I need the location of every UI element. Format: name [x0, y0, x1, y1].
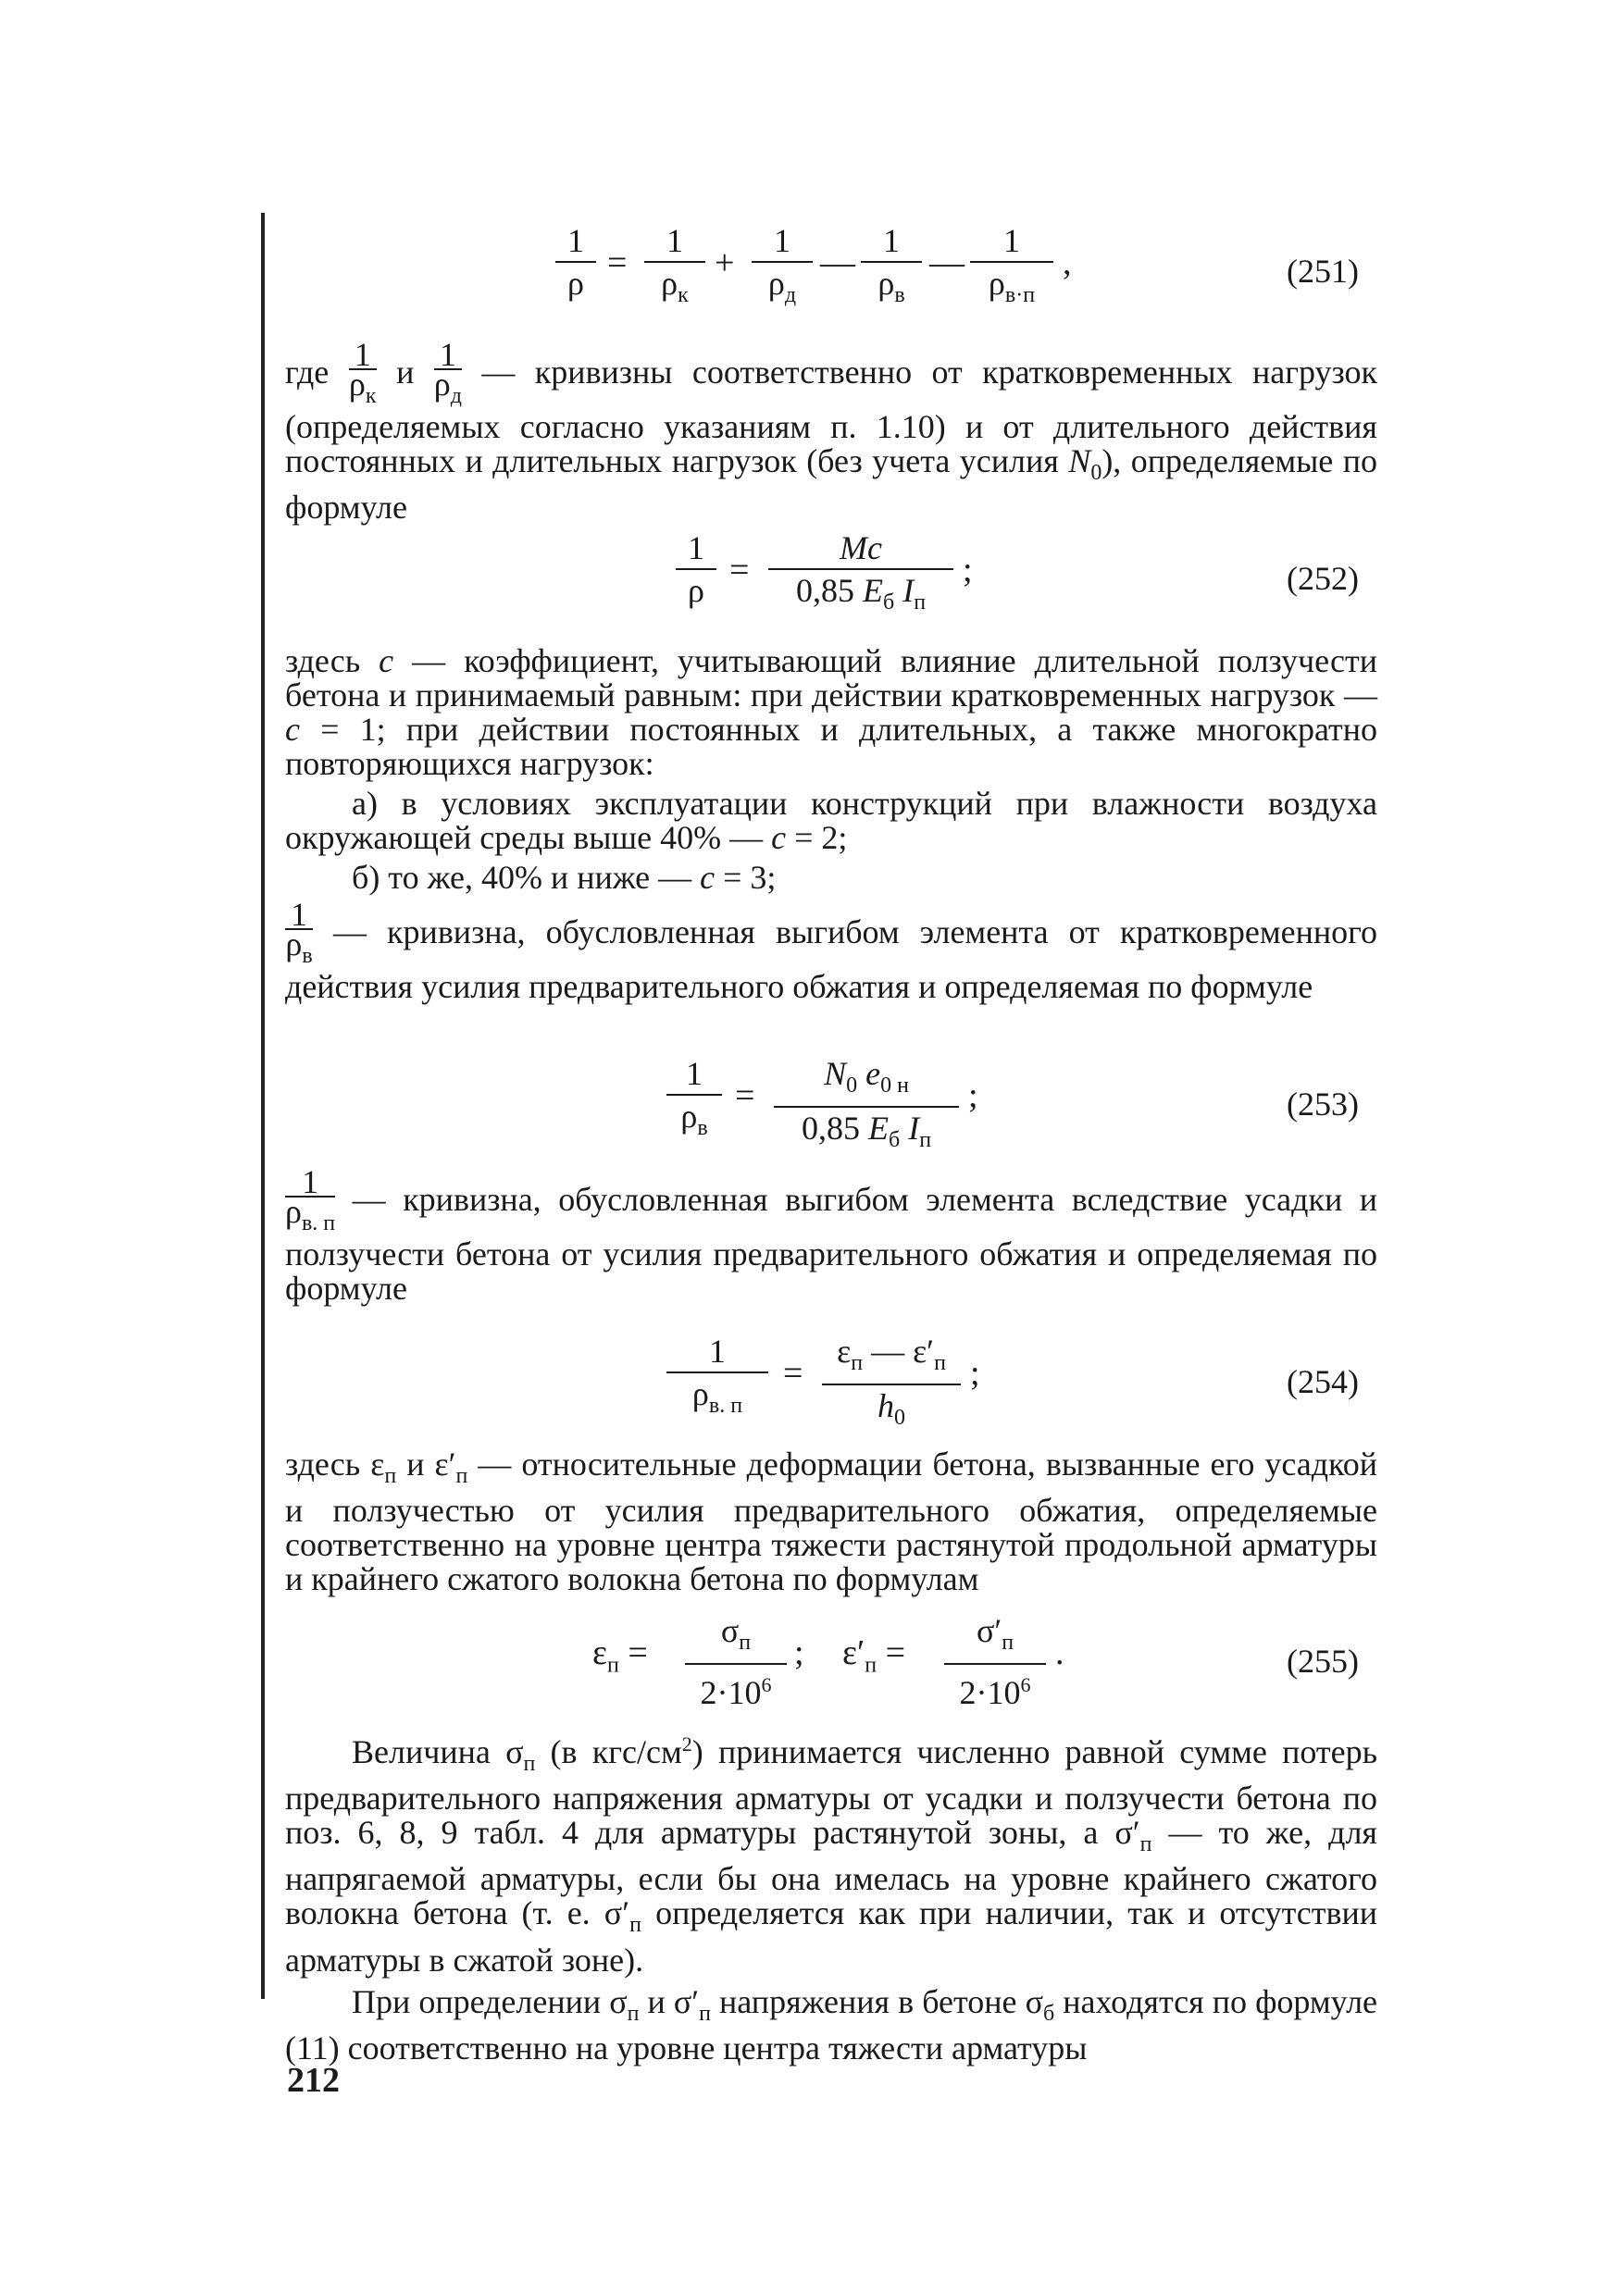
formula-254: 1 $\rho_{в. п}$ = $\varepsilon_п$ — $\varepsilon'_п$ $h_0$ ; [666, 1333, 1148, 1434]
formula-251: 1 ρ = 1 $\rho_к$ + 1 $\rho_д$ — 1 $\rho_в$ — 1 $\rho_{в\cdot п}$ , [555, 222, 1203, 324]
paragraph-7: здесь $\varepsilon_п$ и $\varepsilon'_п$ — относительные деформации бетона, вызванные его усадкой и ползучестью от усилия предварительного обжатия, определяемые соответственно на уровне центра тяжести растянутой продольной арматуры и крайнего сжатого волокна бетона по формулам [285, 1446, 1377, 1598]
paragraph-8: Величина $\sigma_п$ (в кгс/$см^2$) принимается численно равной сумме потерь предварительного напряжения арматуры от усадки и ползучести бетона по поз. 6, 8, 9 табл. 4 для арматуры растянутой зоны, а $\sigma'_п$ — то же, для напрягаемой арматуры, если бы она имелась на уровне крайнего сжатого волокна бетона (т. е. $\sigma'_п$ определяется как при наличии, так и отсутствии арматуры в сжатой зоне). При определении $\sigma_п$ и $\sigma'_п$ напряжения в бетоне $\sigma_б$ находятся по формуле (11) соответственно на уровне центра тяжести арматуры [285, 1732, 1378, 2066]
paragraph-6: $\frac{1}{\rho_{в. п}}$ — кривизна, обусловленная выгибом элемента вследствие усадки и ползучести бетона от усилия предварительного обжатия и определяемая по формуле [285, 1163, 1377, 1308]
equation-number-253: (253) [1287, 1086, 1359, 1123]
formula-255: $\varepsilon_п$ = $\sigma_п$ $2\cdot 10^6$ ; $\varepsilon'_п$ = $\sigma'_п$ $2\cdot 10^6$ . [592, 1612, 1064, 1712]
equation-number-254: (254) [1287, 1363, 1359, 1400]
equation-number-252: (252) [1287, 560, 1359, 597]
paragraph-1: где $\frac{1}{\rho_к}$ и $\frac{1}{\rho_д}$ — кривизны соответственно от кратковременных нагрузок (определяемых согласно указаниям п. 1.10) и от длительного действия постоянных и длительных нагрузок (без учета усилия $N_0$), определяемые по формуле [285, 336, 1377, 527]
equation-number-251: (251) [1287, 253, 1359, 290]
formula-252: 1 ρ = Mc 0,85 $E_б$ $I_п$ ; [676, 529, 1139, 631]
margin-rule [261, 213, 265, 1999]
equation-number-255: (255) [1287, 1643, 1359, 1680]
page-number: 212 [287, 2061, 340, 2100]
paragraph-2: здесь c — коэффициент, учитывающий влияние длительной ползучести бетона и принимаемый равным: при действии кратковременных нагрузок — c = 1; при действии постоянных и длительных, а также многократно повторяющихся нагрузок: а) в условиях эксплуатации конструкций при влажности воздуха окружающей среды выше 40% — c = 2; б) то же, 40% и ниже — c = 3; $\frac{1}{\rho_в}$ — кривизна, обусловленная выгибом элемента от кратковременного действия усилия предварительного обжатия и определяемая по формуле [285, 642, 1377, 1006]
formula-253: 1 $\rho_в$ = $N_0$ $e_{0 н}$ 0,85 $E_б$ $I_п$ ; [666, 1055, 1129, 1157]
